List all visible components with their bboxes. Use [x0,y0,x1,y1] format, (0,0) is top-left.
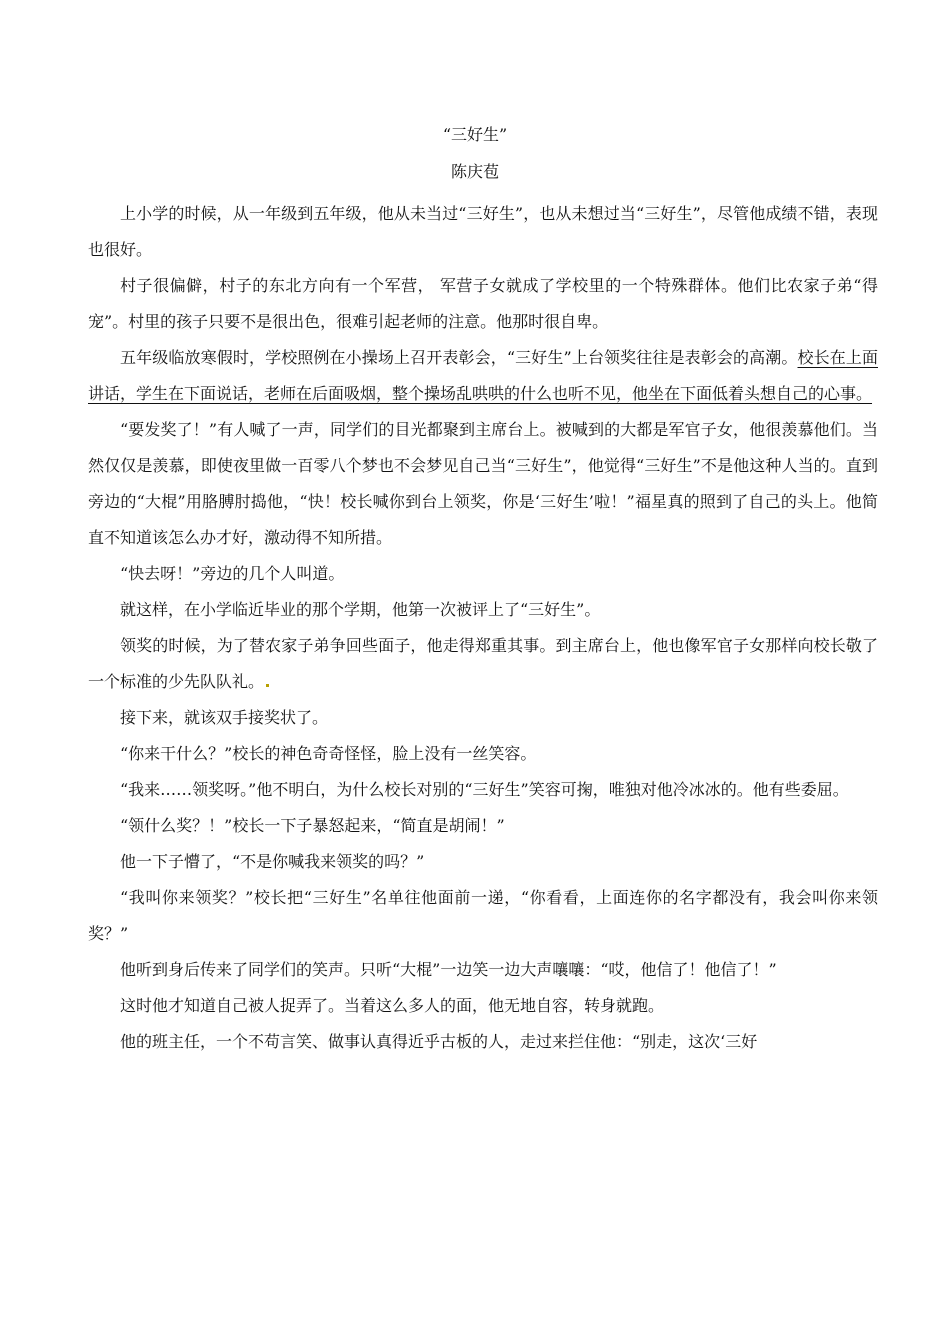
paragraph-text: 就这样，在小学临近毕业的那个学期，他第一次被评上了“三好生”。 [120,600,601,619]
paragraph-text: “快去呀！”旁边的几个人叫道。 [120,564,345,583]
paragraph [88,736,878,772]
paragraph [88,880,878,952]
paragraph [88,268,878,340]
paragraph [88,772,878,808]
paragraph-text: 这时他才知道自己被人捉弄了。当着这么多人的面，他无地自容，转身就跑。 [120,996,665,1015]
underlined-text: 校长在上面讲话，学生在下面说话，老师在后面吸烟，整个操场乱哄哄的什么也听不见，他坐在下面低着头想自己的心事。 [88,348,878,403]
paragraph-text: “要发奖了！”有人喊了一声，同学们的目光都聚到主席台上。被喊到的大都是军官子女，他很羡慕他们。当然仅仅是羡慕，即使夜里做一百零八个梦也不会梦见自己当“三好生”，他觉得“三好生”不是他这种人当的。直到旁边的“大棍”用胳膊肘捣他，“快！校长喊你到台上领奖，你是‘三好生’啦！”福星真的照到了自己的头上。他简直不知道该怎么办才好，激动得不知所措。 [88,420,878,547]
paragraph [88,988,878,1024]
paragraph [88,628,878,700]
paragraph-text: 他一下子懵了，“不是你喊我来领奖的吗？” [120,852,425,871]
paragraph-text: 上小学的时候，从一年级到五年级，他从未当过“三好生”，也从未想过当“三好生”，尽管他成绩不错，表现也很好。 [88,204,878,259]
paragraph [88,700,878,736]
paragraph-text: “我来……领奖呀。”他不明白，为什么校长对别的“三好生”笑容可掬，唯独对他冷冰冰的。他有些委屈。 [120,780,849,799]
editor-mark-dot [266,684,269,687]
paragraph-text: “领什么奖？！”校长一下子暴怒起来，“简直是胡闹！” [120,816,505,835]
paragraph [88,1024,878,1060]
paragraph-text: “我叫你来领奖？”校长把“三好生”名单往他面前一递，“你看看，上面连你的名字都没有，我会叫你来领奖？” [88,888,878,943]
paragraph [88,412,878,556]
document-body [88,196,878,1060]
paragraph [88,808,878,844]
paragraph-text: 接下来，就该双手接奖状了。 [120,708,329,727]
paragraph [88,340,878,412]
paragraph-text: “你来干什么？”校长的神色奇奇怪怪，脸上没有一丝笑容。 [120,744,537,763]
paragraph-text: 村子很偏僻，村子的东北方向有一个军营， 军营子女就成了学校里的一个特殊群体。他们比农家子弟“得宠”。村里的孩子只要不是很出色，很难引起老师的注意。他那时很自卑。 [88,276,878,331]
paragraph-text: 五年级临放寒假时，学校照例在小操场上召开表彰会，“三好生”上台领奖往往是表彰会的高潮。 [120,348,798,367]
document-author: 陈庆苞 [450,162,499,181]
document-title: “三好生” [442,125,508,144]
paragraph [88,844,878,880]
paragraph-text: 他的班主任，一个不苟言笑、做事认真得近乎古板的人，走过来拦住他：“别走，这次‘三好 [120,1032,758,1051]
paragraph [88,196,878,268]
paragraph-text: 他听到身后传来了同学们的笑声。只听“大棍”一边笑一边大声嚷嚷：“哎，他信了！他信了！” [120,960,777,979]
paragraph [88,952,878,988]
paragraph [88,556,878,592]
paragraph-text: 领奖的时候，为了替农家子弟争回些面子，他走得郑重其事。到主席台上，他也像军官子女那样向校长敬了一个标准的少先队队礼。 [88,636,878,691]
paragraph [88,592,878,628]
